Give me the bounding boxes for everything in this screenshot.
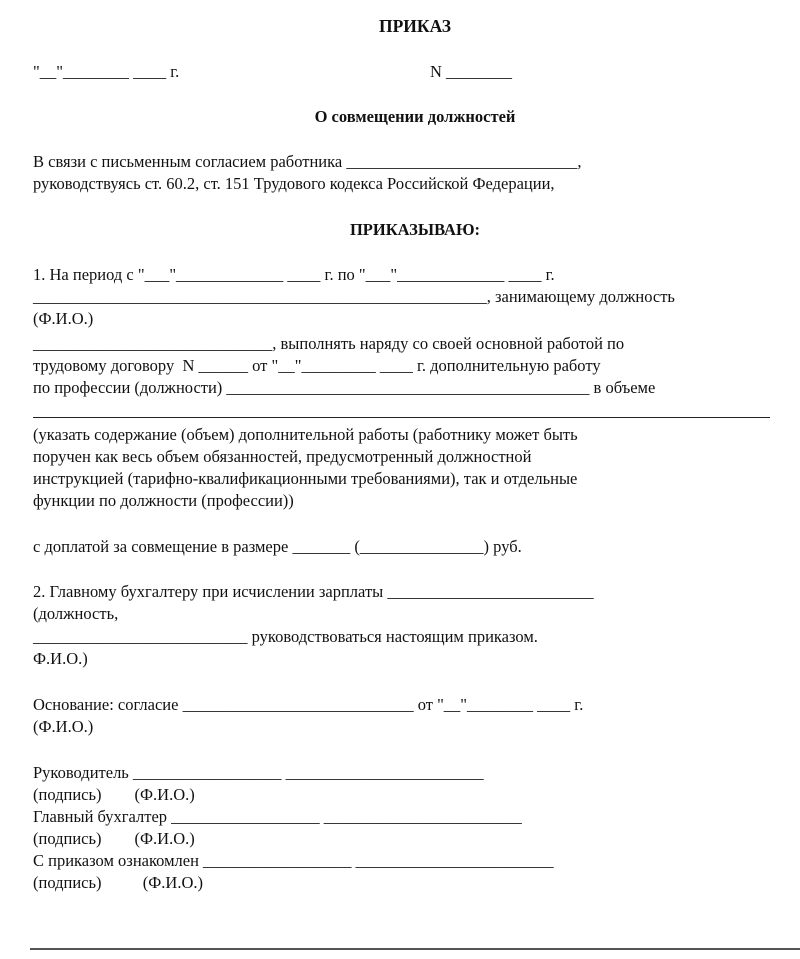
item1-profession-line[interactable]: по профессии (должности) ____________________________________________ в объеме bbox=[33, 378, 656, 397]
page-bottom-divider bbox=[30, 948, 800, 950]
item1-period-line[interactable]: 1. На период с "___"_____________ ____ г. по "___"_____________ ____ г. bbox=[33, 265, 555, 284]
item2-accountant-line[interactable]: 2. Главному бухгалтеру при исчислении зарплаты _________________________ bbox=[33, 582, 594, 601]
item2-name-line[interactable]: __________________________ руководствоваться настоящим приказом. bbox=[33, 627, 538, 646]
item1-position-line[interactable]: _____________________________, выполнять наряду со своей основной работой по bbox=[33, 334, 625, 353]
signature-acknowledged-line[interactable]: С приказом ознакомлен __________________ ________________________ bbox=[33, 851, 554, 870]
signature-acknowledged-caption: (подпись) (Ф.И.О.) bbox=[33, 873, 203, 892]
item1-note-line-4: функции по должности (профессии)) bbox=[33, 491, 294, 510]
document-title: ПРИКАЗ bbox=[378, 16, 452, 36]
document-subject: О совмещении должностей bbox=[314, 107, 516, 126]
order-heading: ПРИКАЗЫВАЮ: bbox=[349, 220, 481, 239]
basis-fio-caption: (Ф.И.О.) bbox=[33, 717, 94, 736]
signature-director-line[interactable]: Руководитель __________________ ________________________ bbox=[33, 763, 484, 782]
order-number-field[interactable]: N ________ bbox=[430, 62, 513, 81]
item1-fio-caption: (Ф.И.О.) bbox=[33, 309, 94, 328]
order-date-field[interactable]: "__"________ ____ г. bbox=[33, 62, 180, 81]
item1-note-line-1: (указать содержание (объем) дополнительной работы (работнику может быть bbox=[33, 425, 578, 444]
item2-position-caption: (должность, bbox=[33, 604, 119, 623]
signature-accountant-line[interactable]: Главный бухгалтер __________________ ________________________ bbox=[33, 807, 522, 826]
item1-contract-line[interactable]: трудовому договору N ______ от "__"_________ ____ г. дополнительную работу bbox=[33, 356, 601, 375]
item1-employee-name-line[interactable]: _______________________________________________________, занимающему должность bbox=[33, 287, 675, 306]
signature-accountant-caption: (подпись) (Ф.И.О.) bbox=[33, 829, 195, 848]
item1-scope-blank-line[interactable] bbox=[33, 417, 770, 418]
item2-fio-caption: Ф.И.О.) bbox=[33, 649, 88, 668]
intro-line-1: В связи с письменным согласием работника ____________________________, bbox=[33, 152, 582, 171]
item1-note-line-2: поручен как весь объем обязанностей, предусмотренный должностной bbox=[33, 447, 532, 466]
intro-line-2: руководствуясь ст. 60.2, ст. 151 Трудового кодекса Российской Федерации, bbox=[33, 174, 555, 193]
item1-payment-line[interactable]: с доплатой за совмещение в размере _______ (_______________) руб. bbox=[33, 537, 522, 556]
item1-note-line-3: инструкцией (тарифно-квалификационными требованиями), так и отдельные bbox=[33, 469, 578, 488]
basis-line[interactable]: Основание: согласие ____________________________ от "__"________ ____ г. bbox=[33, 695, 584, 714]
signature-director-caption: (подпись) (Ф.И.О.) bbox=[33, 785, 195, 804]
